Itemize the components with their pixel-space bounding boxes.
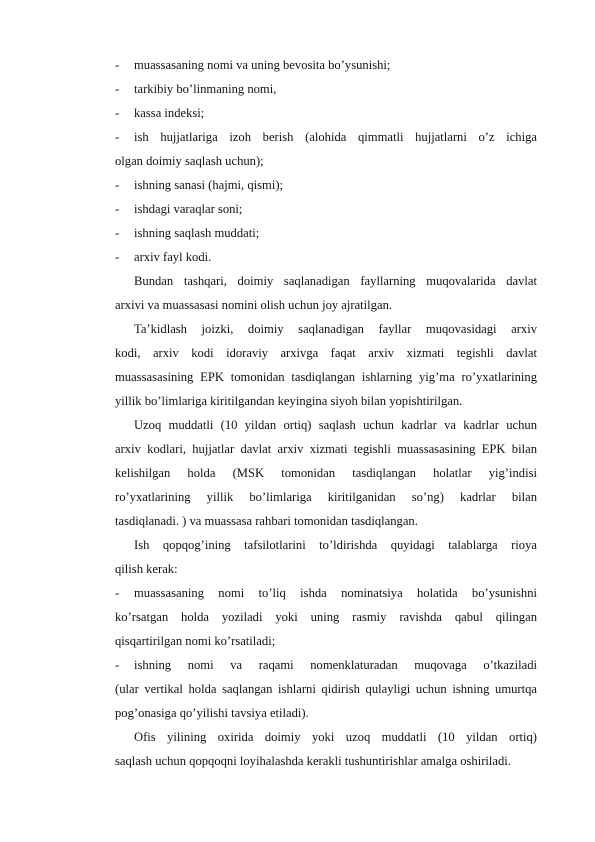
paragraph-line: arxiv kodlari, hujjatlar davlat arxiv xizmati tegishli muassasasining EPK bilan bbox=[115, 442, 537, 456]
paragraph-line: tasdiqlanadi. ) va muassasa rahbari tomonidan tasdiqlangan. bbox=[115, 514, 418, 528]
paragraph-line: arxivi va muassasasi nomini olish uchun joy ajratilgan. bbox=[115, 298, 393, 312]
paragraph-line: Uzoq muddatli (10 yildan ortiq) saqlash uchun kadrlar va kadrlar uchun bbox=[134, 418, 537, 432]
list-dash: - bbox=[115, 658, 120, 672]
list-item-continuation: ko’rsatgan holda yoziladi yoki uning rasmiy ravishda qabul qilingan bbox=[115, 610, 537, 624]
list-item-continuation: pog’onasiga qo’yilishi tavsiya etiladi). bbox=[115, 706, 309, 720]
paragraph-line: qilish kerak: bbox=[115, 562, 178, 576]
list-item: ishning sanasi (hajmi, qismi); bbox=[134, 178, 284, 192]
list-item-continuation: (ular vertikal holda saqlangan ishlarni qidirish qulayligi uchun ishning umurtqa bbox=[115, 682, 537, 696]
list-dash: - bbox=[115, 106, 120, 120]
list-dash: - bbox=[115, 586, 120, 600]
list-item: muassasaning nomi va uning bevosita bo’ysunishi; bbox=[134, 58, 391, 72]
paragraph-line: muassasasining EPK tomonidan tasdiqlangan ishlarning yig’ma ro’yxatlarining bbox=[115, 370, 537, 384]
list-dash: - bbox=[115, 178, 120, 192]
paragraph-line: Bundan tashqari, doimiy saqlanadigan fayllarning muqovalarida davlat bbox=[134, 274, 537, 288]
paragraph-line: ro’yxatlarining yillik bo’limlariga kiritilganidan so’ng) kadrlar bilan bbox=[115, 490, 537, 504]
list-dash: - bbox=[115, 82, 120, 96]
list-item-continuation: qisqartirilgan nomi ko’rsatiladi; bbox=[115, 634, 276, 648]
paragraph-line: yillik bo’limlariga kiritilgandan keyingina siyoh bilan yopishtirilgan. bbox=[115, 394, 463, 408]
list-item: tarkibiy bo’linmaning nomi, bbox=[134, 82, 277, 96]
paragraph-line: kelishilgan holda (MSK tomonidan tasdiqlangan holatlar yig’indisi bbox=[115, 466, 537, 480]
list-dash: - bbox=[115, 130, 120, 144]
list-item: kassa indeksi; bbox=[134, 106, 205, 120]
list-dash: - bbox=[115, 250, 120, 264]
list-item: ishdagi varaqlar soni; bbox=[134, 202, 243, 216]
list-item: ishning saqlash muddati; bbox=[134, 226, 260, 240]
paragraph-line: Ofis yilining oxirida doimiy yoki uzoq muddatli (10 yildan ortiq) bbox=[134, 730, 537, 744]
list-dash: - bbox=[115, 58, 120, 72]
list-item: arxiv fayl kodi. bbox=[134, 250, 212, 264]
list-item: ishning nomi va raqami nomenklaturadan muqovaga o’tkaziladi bbox=[134, 658, 537, 672]
paragraph-line: Ish qopqog’ining tafsilotlarini to’ldirishda quyidagi talablarga rioya bbox=[134, 538, 537, 552]
paragraph-line: kodi, arxiv kodi idoraviy arxivga faqat arxiv xizmati tegishli davlat bbox=[115, 346, 537, 360]
list-dash: - bbox=[115, 226, 120, 240]
list-item-continuation: olgan doimiy saqlash uchun); bbox=[115, 154, 264, 168]
list-item: muassasaning nomi to’liq ishda nominatsiya holatida bo’ysunishni bbox=[134, 586, 537, 600]
paragraph-line: Ta’kidlash joizki, doimiy saqlanadigan fayllar muqovasidagi arxiv bbox=[134, 322, 537, 336]
paragraph-line: saqlash uchun qopqoqni loyihalashda kerakli tushuntirishlar amalga oshiriladi. bbox=[115, 754, 511, 768]
list-dash: - bbox=[115, 202, 120, 216]
list-item: ish hujjatlariga izoh berish (alohida qimmatli hujjatlarni o’z ichiga bbox=[134, 130, 537, 144]
